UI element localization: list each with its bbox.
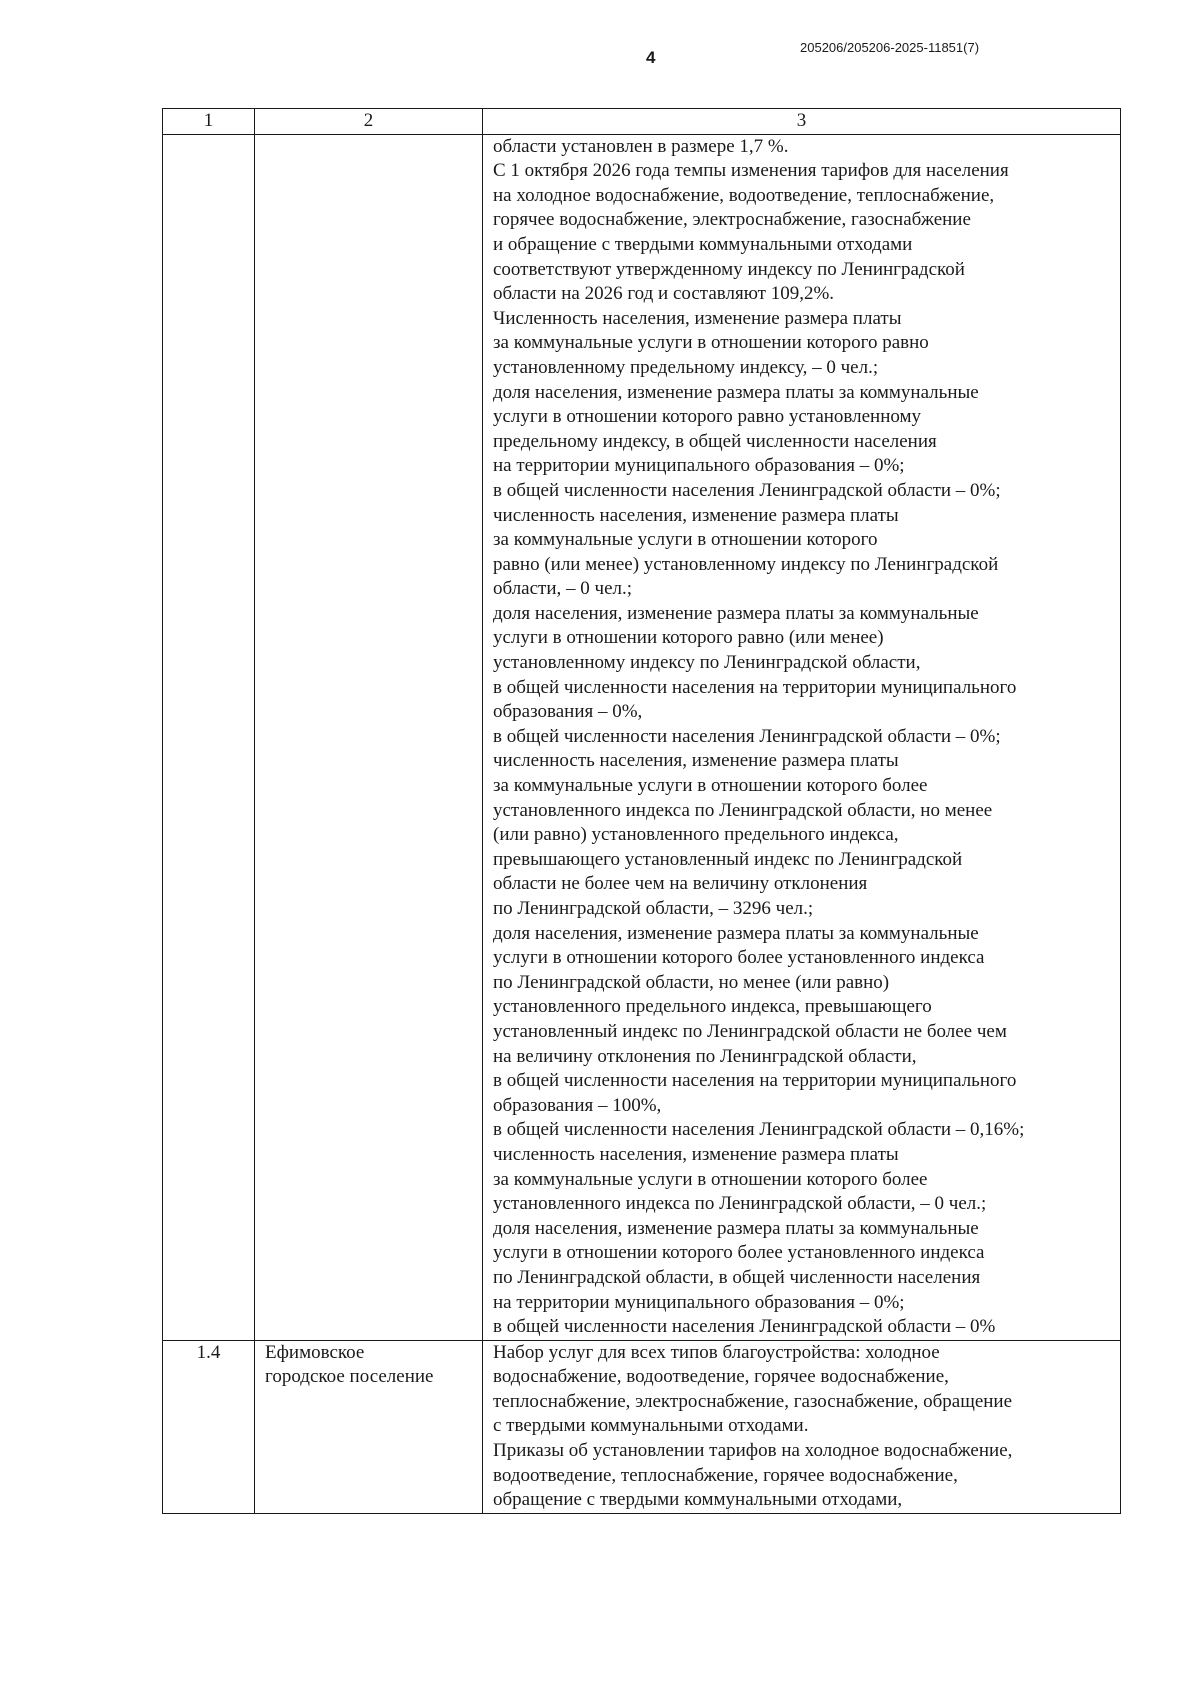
text-line: в общей численности населения Ленинградской области – 0%	[493, 1316, 996, 1338]
settlement-name-line: городское поселение	[265, 1366, 434, 1388]
column-header-2: 2	[255, 109, 483, 135]
text-line: в общей численности населения на территории муниципального	[493, 676, 1017, 698]
text-line: соответствуют утвержденному индексу по Ленинградской	[493, 258, 965, 280]
text-line: на величину отклонения по Ленинградской области,	[493, 1045, 917, 1067]
text-line: в общей численности населения Ленинградской области – 0%;	[493, 479, 1001, 501]
column-header-3: 3	[483, 109, 1121, 135]
text-line: установленному индексу по Ленинградской области,	[493, 652, 921, 674]
column-header-1: 1	[163, 109, 255, 135]
text-line: водоснабжение, водоотведение, горячее водоснабжение,	[493, 1366, 949, 1388]
text-line: предельному индексу, в общей численности населения	[493, 430, 937, 452]
text-line: Приказы об установлении тарифов на холодное водоснабжение,	[493, 1440, 1013, 1462]
text-line: в общей численности населения Ленинградской области – 0%;	[493, 725, 1001, 747]
text-line: на холодное водоснабжение, водоотведение, теплоснабжение,	[493, 184, 995, 206]
text-line: установленного предельного индекса, превышающего	[493, 996, 932, 1018]
text-line: на территории муниципального образования – 0%;	[493, 455, 905, 477]
text-line: за коммунальные услуги в отношении которого более	[493, 1168, 928, 1190]
settlement-name-cell	[255, 134, 483, 1340]
text-line: области не более чем на величину отклонения	[493, 873, 868, 895]
description-cell	[483, 134, 1121, 1340]
text-line: области, – 0 чел.;	[493, 578, 633, 600]
text-line: превышающего установленный индекс по Ленинградской	[493, 848, 963, 870]
text-line: установленного индекса по Ленинградской области, но менее	[493, 799, 993, 821]
text-line: за коммунальные услуги в отношении которого равно	[493, 332, 929, 354]
text-line: области установлен в размере 1,7 %.	[493, 135, 789, 157]
text-line: за коммунальные услуги в отношении которого	[493, 529, 878, 551]
text-line: услуги в отношении которого равно (или менее)	[493, 627, 884, 649]
text-line: в общей численности населения Ленинградской области – 0,16%;	[493, 1119, 1025, 1141]
text-line: Численность населения, изменение размера платы	[493, 307, 902, 329]
text-line: установленного индекса по Ленинградской области, – 0 чел.;	[493, 1193, 987, 1215]
text-line: по Ленинградской области, – 3296 чел.;	[493, 898, 814, 919]
text-line: горячее водоснабжение, электроснабжение, газоснабжение	[493, 209, 971, 231]
text-line: образования – 0%,	[493, 701, 643, 723]
text-line: водоотведение, теплоснабжение, горячее водоснабжение,	[493, 1464, 958, 1486]
text-line: численность населения, изменение размера платы	[493, 504, 899, 526]
tariff-table	[162, 108, 1121, 1514]
text-line: доля населения, изменение размера платы за коммунальные	[493, 1217, 979, 1239]
text-line: в общей численности населения на территории муниципального	[493, 1070, 1017, 1092]
text-line: С 1 октября 2026 года темпы изменения тарифов для населения	[493, 160, 1009, 182]
text-line: доля населения, изменение размера платы за коммунальные	[493, 602, 979, 624]
page-number: 4	[646, 48, 656, 67]
row-number-cell: 1.4	[163, 1340, 255, 1513]
text-line: обращение с твердыми коммунальными отходами,	[493, 1489, 903, 1511]
text-line: равно (или менее) установленному индексу по Ленинградской	[493, 553, 999, 575]
text-line: доля населения, изменение размера платы за коммунальные	[493, 922, 979, 944]
text-line: по Ленинградской области, в общей численности населения	[493, 1266, 981, 1288]
text-line: Набор услуг для всех типов благоустройства: холодное	[493, 1341, 940, 1363]
text-line: численность населения, изменение размера платы	[493, 1143, 899, 1165]
text-line: услуги в отношении которого равно установленному	[493, 406, 922, 428]
table-row	[163, 134, 1121, 1340]
document-code: 205206/205206-2025-11851(7)	[800, 40, 980, 55]
text-line: доля населения, изменение размера платы за коммунальные	[493, 381, 979, 403]
text-line: услуги в отношении которого более установленного индекса	[493, 947, 985, 969]
settlement-name-cell	[255, 1340, 483, 1513]
settlement-name-line: Ефимовское	[265, 1341, 365, 1363]
text-line: за коммунальные услуги в отношении которого более	[493, 775, 928, 797]
text-line: области на 2026 год и составляют 109,2%.	[493, 283, 835, 305]
row-number-cell	[163, 134, 255, 1340]
text-line: по Ленинградской области, но менее (или равно)	[493, 971, 890, 993]
table-row	[163, 1340, 1121, 1513]
text-line: установленному предельному индексу, – 0 чел.;	[493, 356, 879, 378]
text-line: численность населения, изменение размера платы	[493, 750, 899, 772]
text-line: на территории муниципального образования – 0%;	[493, 1291, 905, 1313]
text-line: услуги в отношении которого более установленного индекса	[493, 1242, 985, 1264]
table-header-row	[163, 109, 1121, 135]
text-line: установленный индекс по Ленинградской области не более чем	[493, 1020, 1007, 1042]
text-line: с твердыми коммунальными отходами.	[493, 1415, 809, 1437]
text-line: теплоснабжение, электроснабжение, газоснабжение, обращение	[493, 1390, 1013, 1412]
text-line: образования – 100%,	[493, 1094, 662, 1116]
text-line: и обращение с твердыми коммунальными отходами	[493, 233, 913, 255]
text-line: (или равно) установленного предельного индекса,	[493, 824, 899, 846]
description-cell	[483, 1340, 1121, 1513]
